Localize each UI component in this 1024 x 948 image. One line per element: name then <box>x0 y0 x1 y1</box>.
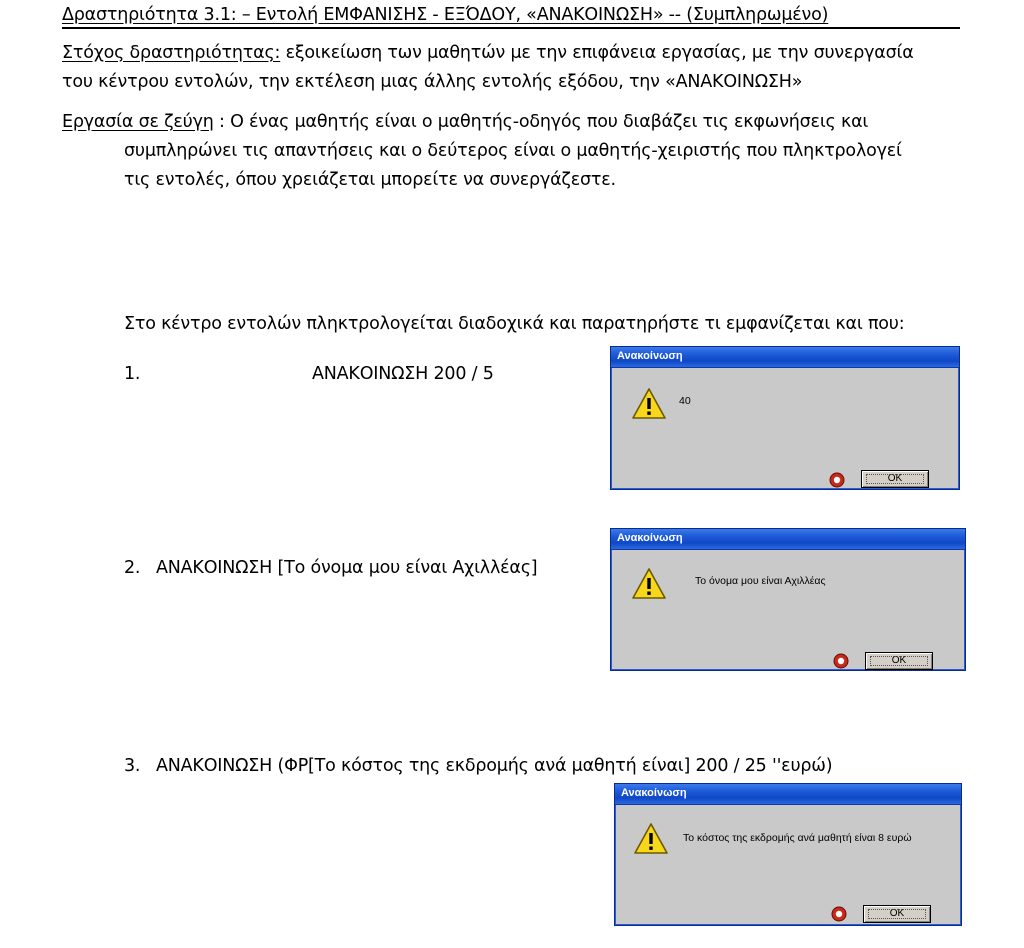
message-dialog-3 <box>614 783 962 926</box>
instruction: Στο κέντρο εντολών πληκτρολογείται διαδοχικά και παρατηρήστε τι εμφανίζεται και που: <box>124 314 905 334</box>
goal-text-1: εξοικείωση των μαθητών με την επιφάνεια εργασίας, με την συνεργασία <box>285 43 914 63</box>
help-icon[interactable] <box>831 906 847 922</box>
pairwork-text-3: τις εντολές, όπου χρειάζεται μπορείτε να συνεργάζεστε. <box>124 170 616 190</box>
message-dialog-1 <box>610 346 960 490</box>
step-1-command: ΑΝΑΚΟΙΝΩΣΗ 200 / 5 <box>312 364 494 384</box>
dialog-message: 40 <box>679 395 691 407</box>
goal-text-2: του κέντρου εντολών, την εκτέλεση μιας άλλης εντολής εξόδου, την «ΑΝΑΚΟΙΝΩΣΗ» <box>62 72 803 92</box>
dialog-titlebar[interactable] <box>611 347 959 368</box>
pairwork-text-2: συμπληρώνει τις απαντήσεις και ο δεύτερος είναι ο μαθητής-χειριστής που πληκτρολογεί <box>124 141 902 161</box>
message-dialog-2 <box>610 528 966 671</box>
ok-button[interactable]: OK <box>865 652 933 670</box>
help-icon[interactable] <box>829 472 845 488</box>
warning-icon <box>631 567 667 601</box>
dialog-titlebar[interactable] <box>611 529 965 550</box>
step-2-number: 2. <box>124 558 141 578</box>
dialog-title: Ανακοίνωση <box>617 350 683 362</box>
goal-label: Στόχος δραστηριότητας: <box>62 43 281 63</box>
page-title: Δραστηριότητα 3.1: – Εντολή ΕΜΦΑΝΙΣΗΣ - ΕΞΌΔΟΥ, «ΑΝΑΚΟΙΝΩΣΗ» -- (Συμπληρωμένο) <box>62 5 829 25</box>
pairwork-label: Εργασία σε ζεύγη <box>62 112 214 132</box>
dialog-title: Ανακοίνωση <box>621 787 687 799</box>
pairwork-line-1 <box>62 107 868 137</box>
dialog-titlebar[interactable] <box>615 784 961 805</box>
step-2-command: ΑΝΑΚΟΙΝΩΣΗ [Το όνομα μου είναι Αχιλλέας] <box>156 558 538 578</box>
step-3-command: ΑΝΑΚΟΙΝΩΣΗ (ΦΡ[Το κόστος της εκδρομής ανά μαθητή είναι] 200 / 25 ''ευρώ) <box>156 756 833 776</box>
ok-button[interactable]: OK <box>861 470 929 488</box>
pairwork-text-1: : Ο ένας μαθητής είναι ο μαθητής-οδηγός που διαβάζει τις εκφωνήσεις και <box>219 112 869 132</box>
warning-icon <box>631 387 667 421</box>
goal-line-1 <box>62 38 914 68</box>
help-icon[interactable] <box>833 653 849 669</box>
warning-icon <box>633 822 669 856</box>
dialog-message: Το κόστος της εκδρομής ανά μαθητή είναι 8 ευρώ <box>683 832 912 844</box>
dialog-message: Το όνομα μου είναι Αχιλλέας <box>695 575 826 587</box>
step-1-number: 1. <box>124 364 141 384</box>
ok-button[interactable]: OK <box>863 905 931 923</box>
dialog-title: Ανακοίνωση <box>617 532 683 544</box>
title-rule <box>62 27 960 29</box>
step-3-number: 3. <box>124 756 141 776</box>
